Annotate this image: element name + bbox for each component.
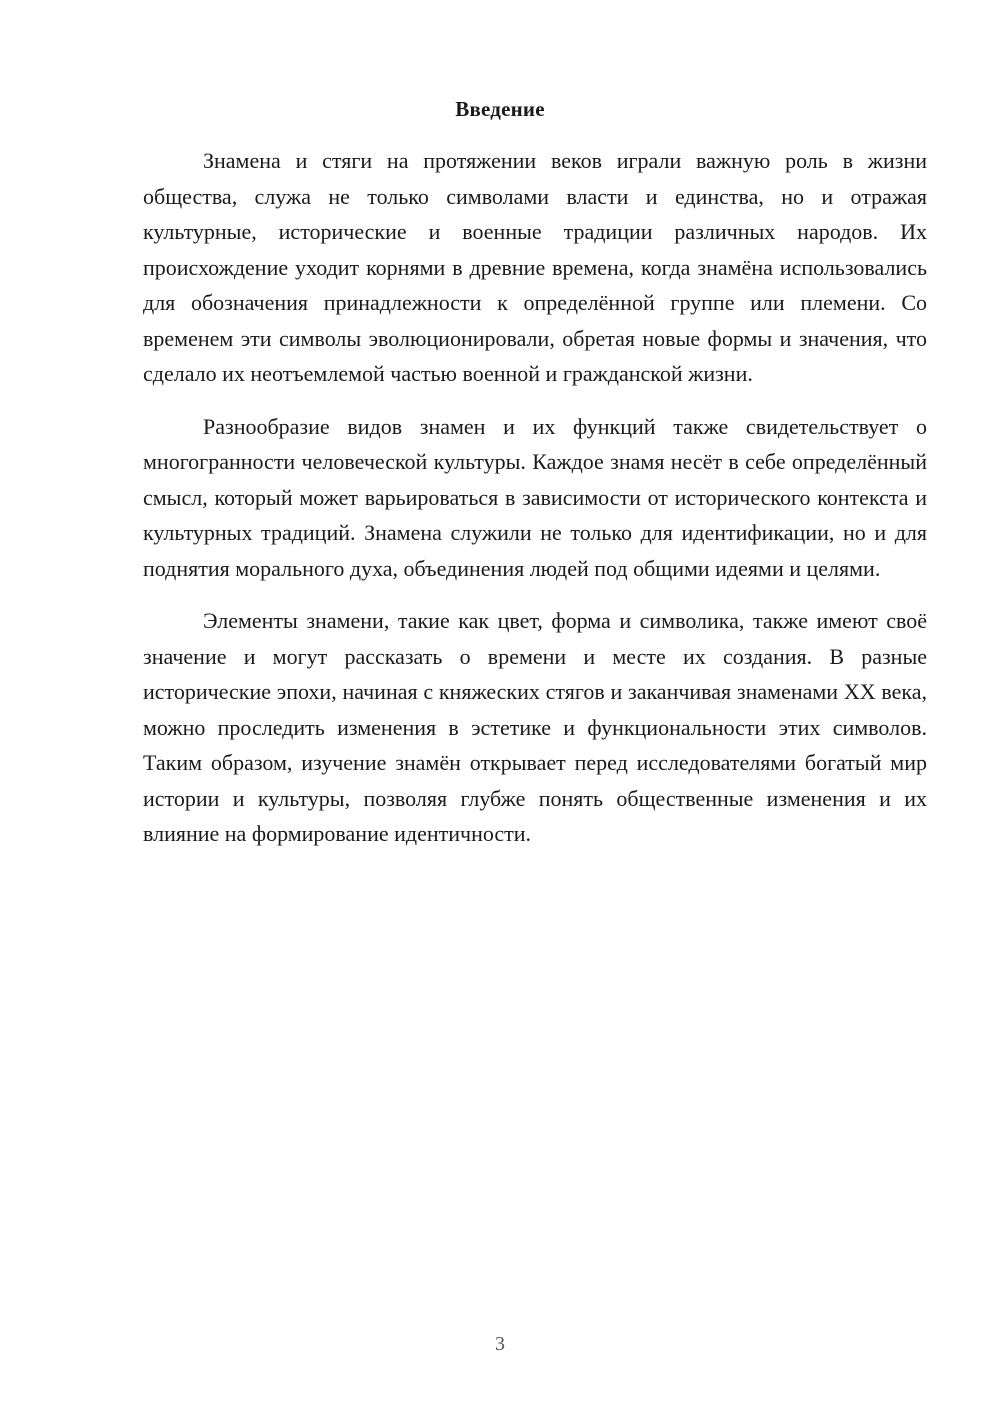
paragraph-2: Разнообразие видов знамен и их функций также свидетельствует о многогранности человеческой культуры. Каждое знамя несёт в себе определённый смысл, который может варьироваться в зависимости от исторического контекста и культурных традиций. Знамена служили не только для идентификации, но и для поднятия морального духа, объединения людей под общими идеями и целями. bbox=[143, 413, 927, 581]
section-heading: Введение bbox=[455, 97, 545, 121]
paragraph-1: Знамена и стяги на протяжении веков играли важную роль в жизни общества, служа не только символами власти и единства, но и отражая культурные, исторические и военные традиции различных народов. Их происхождение уходит корнями в древние времена, когда знамёна использовались для обозначения принадлежности к определённой группе или племени. Со временем эти символы эволюционировали, обретая новые формы и значения, что сделало их неотъемлемой частью военной и гражданской жизни. bbox=[143, 148, 927, 386]
body-text bbox=[143, 143, 927, 869]
page-number: 3 bbox=[495, 1333, 505, 1355]
paragraph-3: Элементы знамени, такие как цвет, форма и символика, также имеют своё значение и могут рассказать о времени и месте их создания. В разные исторические эпохи, начиная с княжеских стягов и заканчивая знаменами XX века, можно проследить изменения в эстетике и функциональности этих символов. Таким образом, изучение знамён открывает перед исследователями богатый мир истории и культуры, позволяя глубже понять общественные изменения и их влияние на формирование идентичности. bbox=[143, 608, 927, 846]
